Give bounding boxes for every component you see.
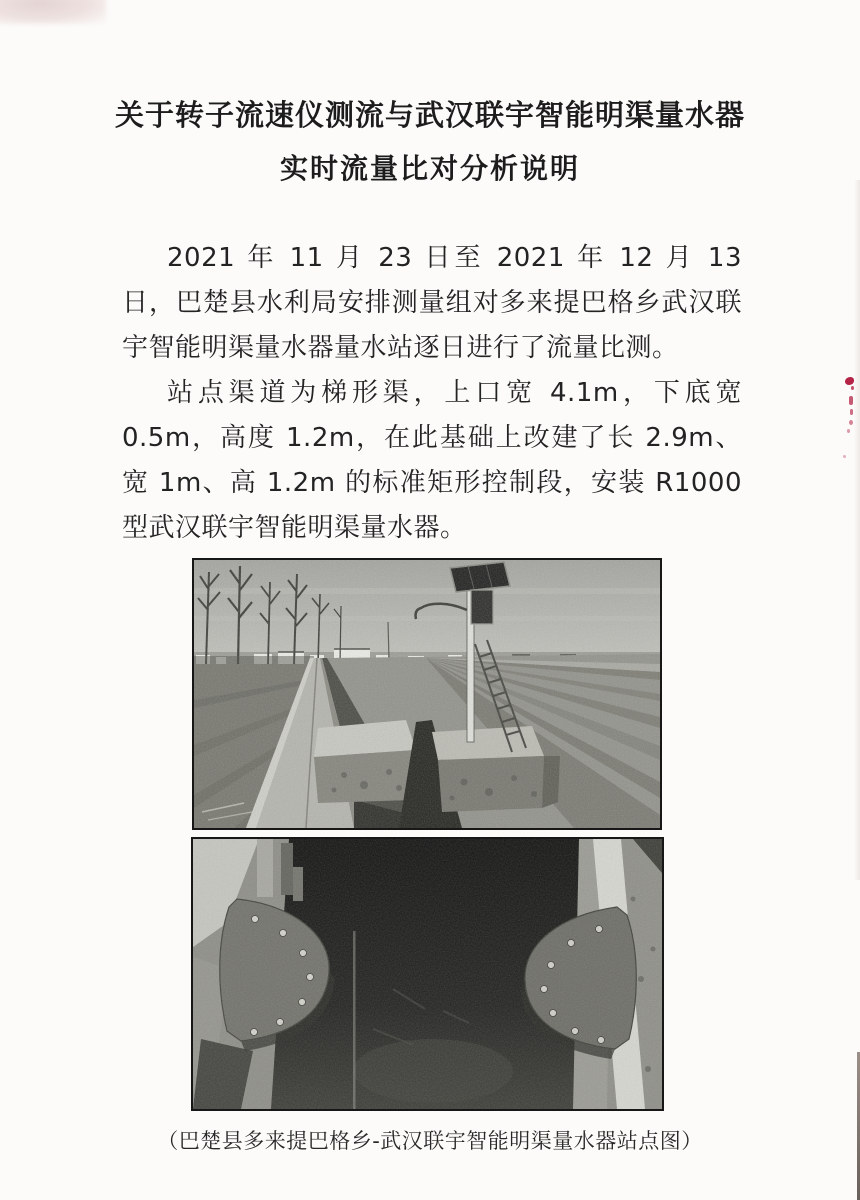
red-ink-dot (851, 386, 854, 390)
station-photos-figure (0, 558, 860, 1155)
document-body (122, 236, 742, 551)
red-ink-dot (849, 420, 853, 425)
film-grain (194, 560, 660, 828)
photo-caption: （巴楚县多来提巴格乡-武汉联宇智能明渠量水器站点图） (157, 1129, 703, 1153)
red-ink-dot (849, 396, 853, 405)
scan-edge-haze (854, 180, 860, 880)
red-ink-dot (850, 409, 853, 415)
film-grain (193, 839, 662, 1109)
paragraph-date-range: 2021 年 11 月 23 日至 2021 年 12 月 13 日，巴楚县水利局安排测量组对多来提巴格乡武汉联宇智能明渠量水器量水站逐日进行了流量比测。 (122, 243, 742, 363)
red-ink-dot (845, 377, 854, 385)
title-line-1: 关于转子流速仪测流与武汉联宇智能明渠量水器 (114, 98, 745, 132)
station-photo-wide (192, 558, 662, 830)
scan-smudge-top-left (0, 0, 106, 24)
gray-speck (843, 455, 846, 458)
title-line-2: 实时流量比对分析说明 (279, 152, 580, 185)
station-photo-closeup-graphic (193, 839, 662, 1109)
station-photo-closeup (191, 837, 664, 1111)
paragraph-channel-specs: 站点渠道为梯形渠，上口宽 4.1m，下底宽 0.5m，高度 1.2m，在此基础上改建了长 2.9m、宽 1m、高 1.2m 的标准矩形控制段，安装 R1000 型武汉联宇智能明渠量水器。 (122, 378, 742, 543)
red-ink-dot (847, 429, 850, 433)
station-photo-wide-graphic (194, 560, 660, 828)
document-title (60, 95, 800, 189)
